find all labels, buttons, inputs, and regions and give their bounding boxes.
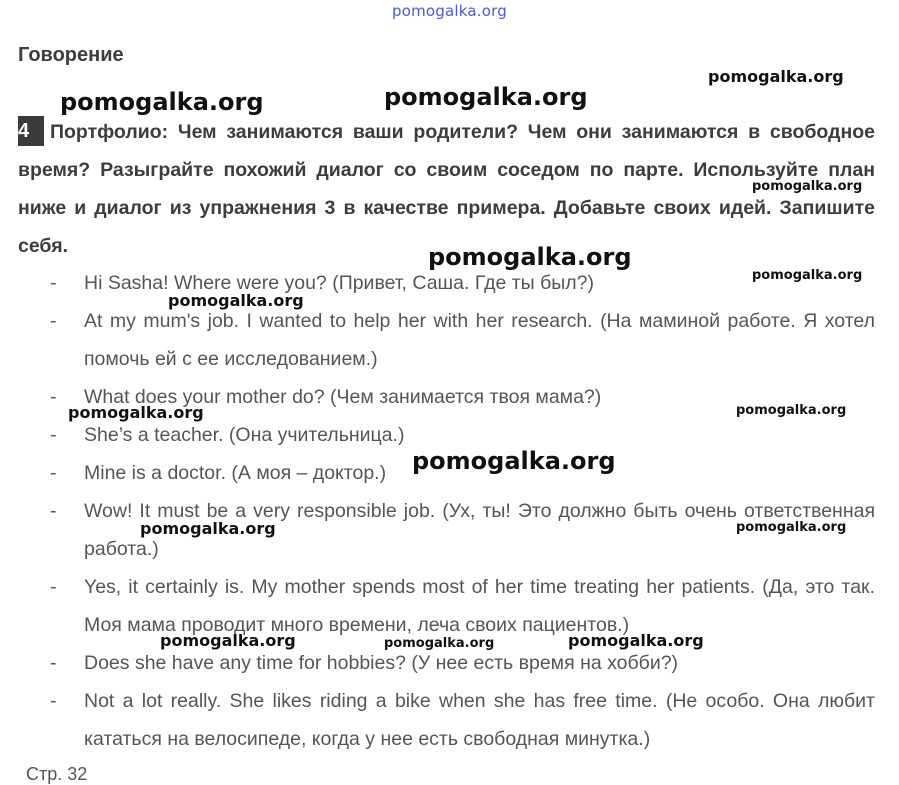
watermark: pomogalka.org — [736, 403, 847, 418]
dash-marker: - — [50, 690, 57, 712]
watermark: pomogalka.org — [160, 631, 296, 650]
watermark: pomogalka.org — [60, 88, 264, 116]
dash-marker: - — [50, 500, 57, 522]
watermark: pomogalka.org — [168, 291, 304, 310]
dialog-text: Mine is a doctor. (А моя – доктор.) — [84, 462, 387, 484]
watermark: pomogalka.org — [736, 520, 847, 535]
dialog-text: Not a lot really. She likes riding a bike when she has free time. (Не особо. Она любит кататься на велосипеде, когда у нее есть свободная минутка.) — [84, 690, 875, 750]
page-footer: Стр. 32 — [26, 764, 88, 784]
watermark: pomogalka.org — [752, 179, 863, 194]
dash-marker: - — [50, 272, 57, 294]
dialog-text: Hi Sasha! Where were you? (Привет, Саша. Где ты был?) — [84, 272, 595, 294]
watermark: pomogalka.org — [384, 636, 495, 651]
dialog-text: What does your mother do? (Чем занимается твоя мама?) — [84, 386, 602, 408]
watermark: pomogalka.org — [708, 67, 844, 86]
watermark: pomogalka.org — [384, 83, 588, 111]
dialog-text: Wow! It must be a very responsible job. (Ух, ты! Это должно быть очень ответственная работа.) — [84, 500, 875, 560]
dialog-text: At my mum's job. I wanted to help her with her research. (На маминой работе. Я хотел помочь ей с ее исследованием.) — [84, 310, 875, 370]
task-number-badge: 4 — [18, 116, 44, 146]
watermark: pomogalka.org — [68, 403, 204, 422]
dash-marker: - — [50, 576, 57, 598]
dash-marker: - — [50, 462, 57, 484]
dash-marker: - — [50, 424, 57, 446]
task-text: Портфолио: Чем занимаются ваши родители? Чем они занимаются в свободное время? Разыграйте похожий диалог со своим соседом по парте. Используйте план ниже и диалог из упражнения 3 в качестве примера. Добавьте своих идей. Запишите себя. — [18, 121, 875, 257]
dialog-line — [0, 682, 875, 758]
dialog-text: Yes, it certainly is. My mother spends most of her time treating her patients. (Да, это так. Моя мама проводит много времени, леча своих пациентов.) — [84, 576, 875, 636]
watermark: pomogalka.org — [428, 243, 632, 271]
top-watermark-link[interactable]: pomogalka.org — [392, 2, 507, 20]
dialog-line — [0, 568, 875, 644]
dash-marker: - — [50, 310, 57, 332]
dialog-line — [0, 302, 875, 378]
section-heading: Говорение — [18, 44, 124, 66]
watermark: pomogalka.org — [140, 519, 276, 538]
watermark: pomogalka.org — [568, 631, 704, 650]
dash-marker: - — [50, 386, 57, 408]
watermark: pomogalka.org — [412, 447, 616, 475]
dialog-text: She’s a teacher. (Она учительница.) — [84, 424, 405, 446]
watermark: pomogalka.org — [752, 268, 863, 283]
dialog-list — [0, 264, 899, 758]
dash-marker: - — [50, 652, 57, 674]
dialog-text: Does she have any time for hobbies? (У нее есть время на хобби?) — [84, 652, 679, 674]
